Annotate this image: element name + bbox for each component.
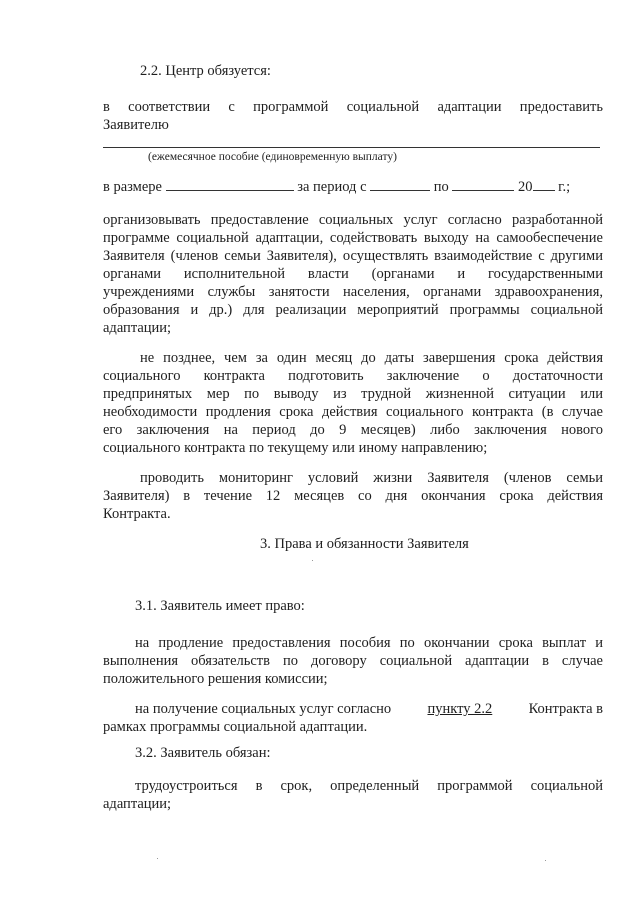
para-4-line: на продление предоставления пособия по окончании срока выплат и xyxy=(135,635,603,651)
amount-blank xyxy=(166,178,294,191)
para-4-line: положительного решения комиссии; xyxy=(103,671,328,687)
para-5-line: рамках программы социальной адаптации. xyxy=(103,719,368,735)
scan-speck xyxy=(312,560,313,561)
para-6-line: адаптации; xyxy=(103,796,172,812)
para-1-line: организовывать предоставление социальных услуг согласно разработанной xyxy=(103,212,603,228)
para-1-line: образования и др.) для реализации мероприятий программы социальной xyxy=(103,302,603,318)
section-3-2-heading: 3.2. Заявитель обязан: xyxy=(135,745,271,761)
para-2-line: не позднее, чем за один месяц до даты завершения срока действия xyxy=(140,350,603,366)
benefit-type-caption: (ежемесячное пособие (единовременную выплату) xyxy=(148,151,397,163)
para-4-line: выполнения обязательств по договору социальной адаптации в случае xyxy=(103,653,603,669)
para-3-line: Заявителя) в течение 12 месяцев со дня окончания срока действия xyxy=(103,488,603,504)
year-suffix: г.; xyxy=(558,179,571,195)
para-5-text-end: Контракта в xyxy=(528,701,603,717)
section-3-1-heading: 3.1. Заявитель имеет право: xyxy=(135,598,305,614)
date-from-blank xyxy=(370,178,430,191)
para-1-line: адаптации; xyxy=(103,320,172,336)
year-blank xyxy=(533,178,555,191)
period-from-label: за период с xyxy=(297,179,367,195)
para-3-line: проводить мониторинг условий жизни Заявителя (членов семьи xyxy=(140,470,603,486)
clause-2-2-link[interactable]: пункту 2.2 xyxy=(427,701,493,717)
para-1-line: программе социальной адаптации, содействовать выходу на самообеспечение xyxy=(103,230,603,246)
para-5-line xyxy=(135,700,603,718)
section-3-title: 3. Права и обязанности Заявителя xyxy=(260,536,469,552)
para-2-line: его заключения на период до 9 месяцев) либо заключения нового xyxy=(103,422,603,438)
para-6-line: трудоустроиться в срок, определенный программой социальной xyxy=(135,778,603,794)
para-2-line: предпринятых мер по выводу из трудной жизненной ситуации или xyxy=(103,386,603,402)
amount-period-line xyxy=(103,178,570,196)
period-to-label: по xyxy=(433,179,449,195)
para-2-line: социального контракта подготовить заключение о достаточности xyxy=(103,368,603,384)
para-2-line: необходимости продления срока действия социального контракта (в случае xyxy=(103,404,603,420)
date-to-blank xyxy=(452,178,514,191)
para-1-line: Заявителя (членов семьи Заявителя), осуществлять взаимодействие с другими xyxy=(103,248,603,264)
year-prefix: 20 xyxy=(518,179,533,195)
scan-speck xyxy=(545,860,546,861)
para-5-text: на получение социальных услуг согласно xyxy=(135,701,392,717)
intro-line-2: Заявителю xyxy=(103,117,169,133)
para-3-line: Контракта. xyxy=(103,506,171,522)
para-1-line: органами исполнительной власти (органами и государственными xyxy=(103,266,603,282)
intro-line-1: в соответствии с программой социальной адаптации предоставить xyxy=(103,99,603,115)
para-1-line: учреждениями службы занятости населения, органами здравоохранения, xyxy=(103,284,603,300)
para-2-line: социального контракта по текущему или иному направлению; xyxy=(103,440,488,456)
amount-label: в размере xyxy=(103,179,162,195)
section-2-2-heading: 2.2. Центр обязуется: xyxy=(140,63,271,79)
scan-speck xyxy=(157,858,158,859)
